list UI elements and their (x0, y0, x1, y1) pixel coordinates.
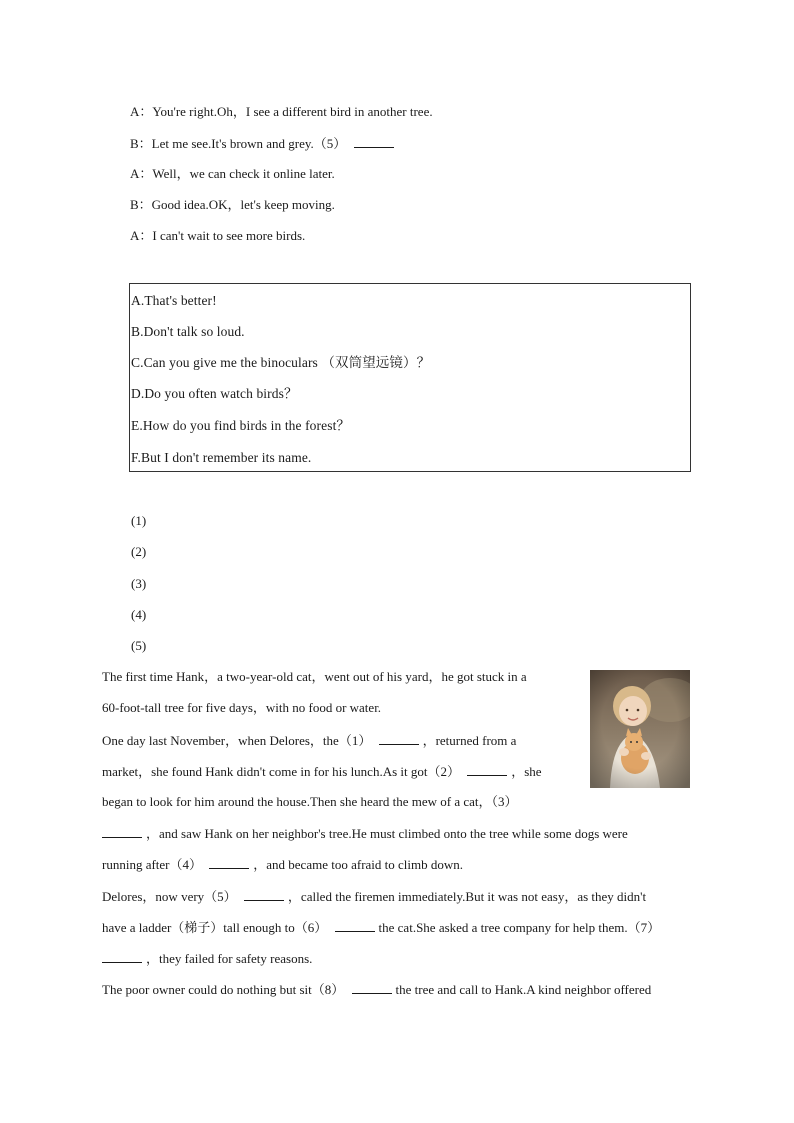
blank-4[interactable] (209, 856, 249, 869)
option-b: B.Don't talk so loud. (131, 324, 245, 339)
options-box (129, 283, 691, 472)
passage-line-10: ，they failed for safety reasons. (102, 950, 312, 967)
girl-holding-cat-photo (590, 670, 690, 788)
passage-line-11: The poor owner could do nothing but sit（8） the tree and call to Hank.A kind neighbor offered (102, 982, 652, 997)
answer-blank[interactable] (354, 135, 394, 148)
blank-1[interactable] (379, 732, 419, 745)
dialogue-line-2: B：Let me see.It's brown and grey.（5） (130, 135, 394, 152)
blank-2[interactable] (467, 763, 507, 776)
passage-line-5: began to look for him around the house.Then she heard the mew of a cat，（3） (102, 794, 518, 809)
blank-3[interactable] (102, 825, 142, 838)
passage-line-1: The first time Hank，a two-year-old cat，went out of his yard，he got stuck in a (102, 669, 527, 684)
dialogue-line-1: A：You're right.Oh，I see a different bird in another tree. (130, 104, 433, 119)
answer-number-1: (1) (131, 513, 147, 528)
option-f: F.But I don't remember its name. (131, 450, 312, 465)
answer-number-4: (4) (131, 607, 147, 622)
option-d: D.Do you often watch birds？ (131, 386, 298, 401)
blank-5[interactable] (244, 888, 284, 901)
passage-line-9: have a ladder（梯子）tall enough to（6） the cat.She asked a tree company for help them.（7） (102, 920, 661, 935)
passage-line-3: One day last November，when Delores，the（1） ，returned from a (102, 733, 517, 748)
blank-8[interactable] (352, 981, 392, 994)
option-e: E.How do you find birds in the forest？ (131, 418, 351, 433)
blank-6[interactable] (335, 919, 375, 932)
dialogue-line-4: B：Good idea.OK，let's keep moving. (130, 197, 335, 212)
option-a: A.That's better! (131, 293, 217, 308)
answer-number-2: (2) (131, 544, 147, 559)
blank-7[interactable] (102, 950, 142, 963)
passage-line-7: running after（4） ，and became too afraid to climb down. (102, 857, 464, 872)
answer-number-3: (3) (131, 576, 147, 591)
dialogue-line-3: A：Well，we can check it online later. (130, 166, 335, 181)
passage-line-8: Delores，now very（5） ，called the firemen immediately.But it was not easy，as they didn't (102, 889, 647, 904)
option-c: C.Can you give me the binoculars （双筒望远镜）？ (131, 355, 431, 370)
passage-line-2: 60-foot-tall tree for five days，with no food or water. (102, 700, 382, 715)
dialogue-line-5: A：I can't wait to see more birds. (130, 228, 306, 243)
passage-line-4: market，she found Hank didn't come in for his lunch.As it got（2） ，she (102, 764, 542, 779)
answer-number-5: (5) (131, 638, 147, 653)
passage-line-6: ，and saw Hank on her neighbor's tree.He must climbed onto the tree while some dogs were (102, 825, 628, 842)
